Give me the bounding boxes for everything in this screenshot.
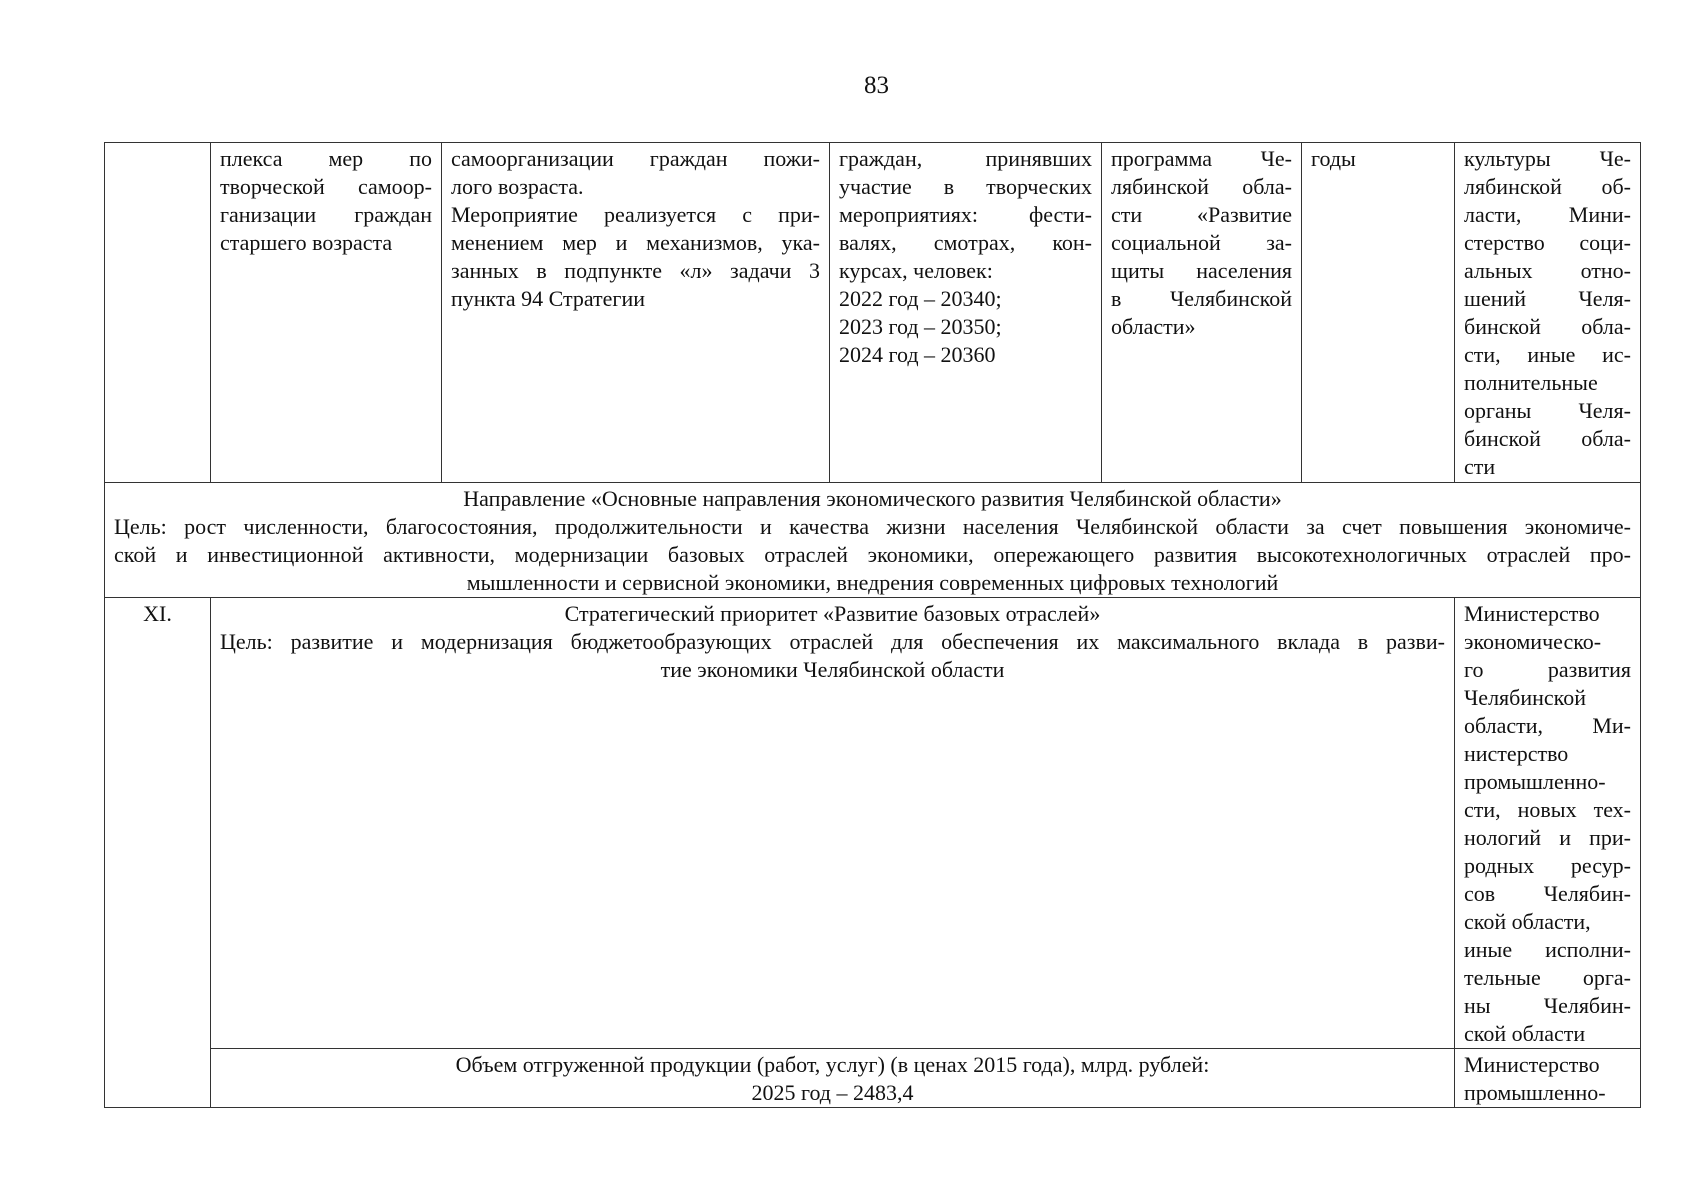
strategy-table <box>104 142 1641 1108</box>
text-line: бинской обла- <box>1464 314 1631 339</box>
table-row-continuation <box>105 143 1641 483</box>
priority-goal-line: Цель: развитие и модернизация бюджетообразующих отраслей для обеспечения их максимального вклада в разви- <box>220 629 1445 654</box>
text-line: бинской обла- <box>1464 426 1631 451</box>
text-line: курсах, человек: <box>839 258 993 283</box>
text-line: экономическо- <box>1464 629 1602 654</box>
text-line: старшего возраста <box>220 230 393 255</box>
table-row-indicator <box>105 1049 1641 1108</box>
text-line: ны Челябин- <box>1464 993 1631 1018</box>
table-row-priority <box>105 598 1641 1049</box>
program-cell <box>1102 143 1302 483</box>
text-line: иные исполни- <box>1464 937 1631 962</box>
text-line: Челябинской <box>1464 685 1587 710</box>
text-line: граждан, принявших <box>839 146 1092 171</box>
text-line: лябинской об- <box>1464 174 1631 199</box>
text-line: творческой самоор- <box>220 174 432 199</box>
measure-name-cell <box>211 143 442 483</box>
text-line: ласти, Мини- <box>1464 202 1631 227</box>
period-cell <box>1302 143 1455 483</box>
text-line: шений Челя- <box>1464 286 1631 311</box>
text-line: области» <box>1111 314 1196 339</box>
text-line: 2024 год – 20360 <box>839 342 996 367</box>
text-line: валях, смотрах, кон- <box>839 230 1092 255</box>
indicator-text: Объем отгруженной продукции (работ, услуг) (в ценах 2015 года), млрд. рублей: <box>455 1052 1210 1077</box>
text-line: сти, иные ис- <box>1464 342 1631 367</box>
text-line: области, Ми- <box>1464 713 1631 738</box>
text-line: Министерство <box>1464 601 1600 626</box>
indicator-description-cell <box>211 1049 1455 1108</box>
text-line: Мероприятие реализуется с при- <box>451 202 820 227</box>
measure-description-cell <box>442 143 830 483</box>
text-line: ской области <box>1464 1021 1586 1046</box>
text-line: нистерство <box>1464 741 1569 766</box>
number-cell-empty <box>105 143 211 483</box>
text-line: Министерство <box>1464 1052 1600 1077</box>
text-line: промышленно- <box>1464 1080 1606 1105</box>
text-line: родных ресур- <box>1464 853 1631 878</box>
text-line: ганизации граждан <box>220 202 432 227</box>
text-line: ской области, <box>1464 909 1591 934</box>
text-line: лябинской обла- <box>1111 174 1292 199</box>
priority-number: XI. <box>143 601 172 626</box>
text-line: лого возраста. <box>451 174 584 199</box>
text-line: 2023 год – 20350; <box>839 314 1002 339</box>
direction-cell <box>105 483 1641 598</box>
text-line: нологий и при- <box>1464 825 1631 850</box>
indicator-responsible-cell <box>1455 1049 1641 1108</box>
text-line: го развития <box>1464 657 1631 682</box>
text-line: участие в творческих <box>839 174 1092 199</box>
priority-goal-line: тие экономики Челябинской области <box>660 657 1005 682</box>
text-line: менением мер и механизмов, ука- <box>451 230 820 255</box>
text-line: программа Че- <box>1111 146 1292 171</box>
priority-title: Стратегический приоритет «Развитие базовых отраслей» <box>564 601 1101 626</box>
indicator-cell <box>830 143 1102 483</box>
text-line: промышленно- <box>1464 769 1606 794</box>
table-row-direction <box>105 483 1641 598</box>
priority-number-cell <box>105 598 211 1108</box>
text-line: полнительные <box>1464 370 1598 395</box>
period-text: годы <box>1311 146 1356 171</box>
text-line: мероприятиях: фести- <box>839 202 1092 227</box>
indicator-value: 2025 год – 2483,4 <box>751 1080 914 1105</box>
text-line: сти «Развитие <box>1111 202 1292 227</box>
text-line: пункта 94 Стратегии <box>451 286 646 311</box>
text-line: сов Челябин- <box>1464 881 1631 906</box>
text-line: плекса мер по <box>220 146 432 171</box>
page-number: 83 <box>864 72 889 99</box>
responsible-cell <box>1455 143 1641 483</box>
direction-goal-line: ской и инвестиционной активности, модернизации базовых отраслей экономики, опережающего развития высокотехнологичных отраслей про- <box>114 542 1631 567</box>
text-line: сти, новых тех- <box>1464 797 1631 822</box>
text-line: тельные орга- <box>1464 965 1631 990</box>
text-line: занных в подпункте «л» задачи 3 <box>451 258 820 283</box>
text-line: сти <box>1464 454 1496 479</box>
priority-responsible-cell <box>1455 598 1641 1049</box>
text-line: альных отно- <box>1464 258 1631 283</box>
text-line: 2022 год – 20340; <box>839 286 1002 311</box>
text-line: стерство соци- <box>1464 230 1631 255</box>
direction-goal-line: Цель: рост численности, благосостояния, продолжительности и качества жизни населения Челябинской области за счет повышения экономиче- <box>114 514 1631 539</box>
text-line: самоорганизации граждан пожи- <box>451 146 820 171</box>
direction-goal-line: мышленности и сервисной экономики, внедрения современных цифровых технологий <box>466 570 1279 595</box>
text-line: органы Челя- <box>1464 398 1631 423</box>
text-line: в Челябинской <box>1111 286 1292 311</box>
text-line: культуры Че- <box>1464 146 1631 171</box>
priority-cell <box>211 598 1455 1049</box>
text-line: социальной за- <box>1111 230 1292 255</box>
direction-title: Направление «Основные направления экономического развития Челябинской области» <box>463 486 1282 511</box>
text-line: щиты населения <box>1111 258 1292 283</box>
